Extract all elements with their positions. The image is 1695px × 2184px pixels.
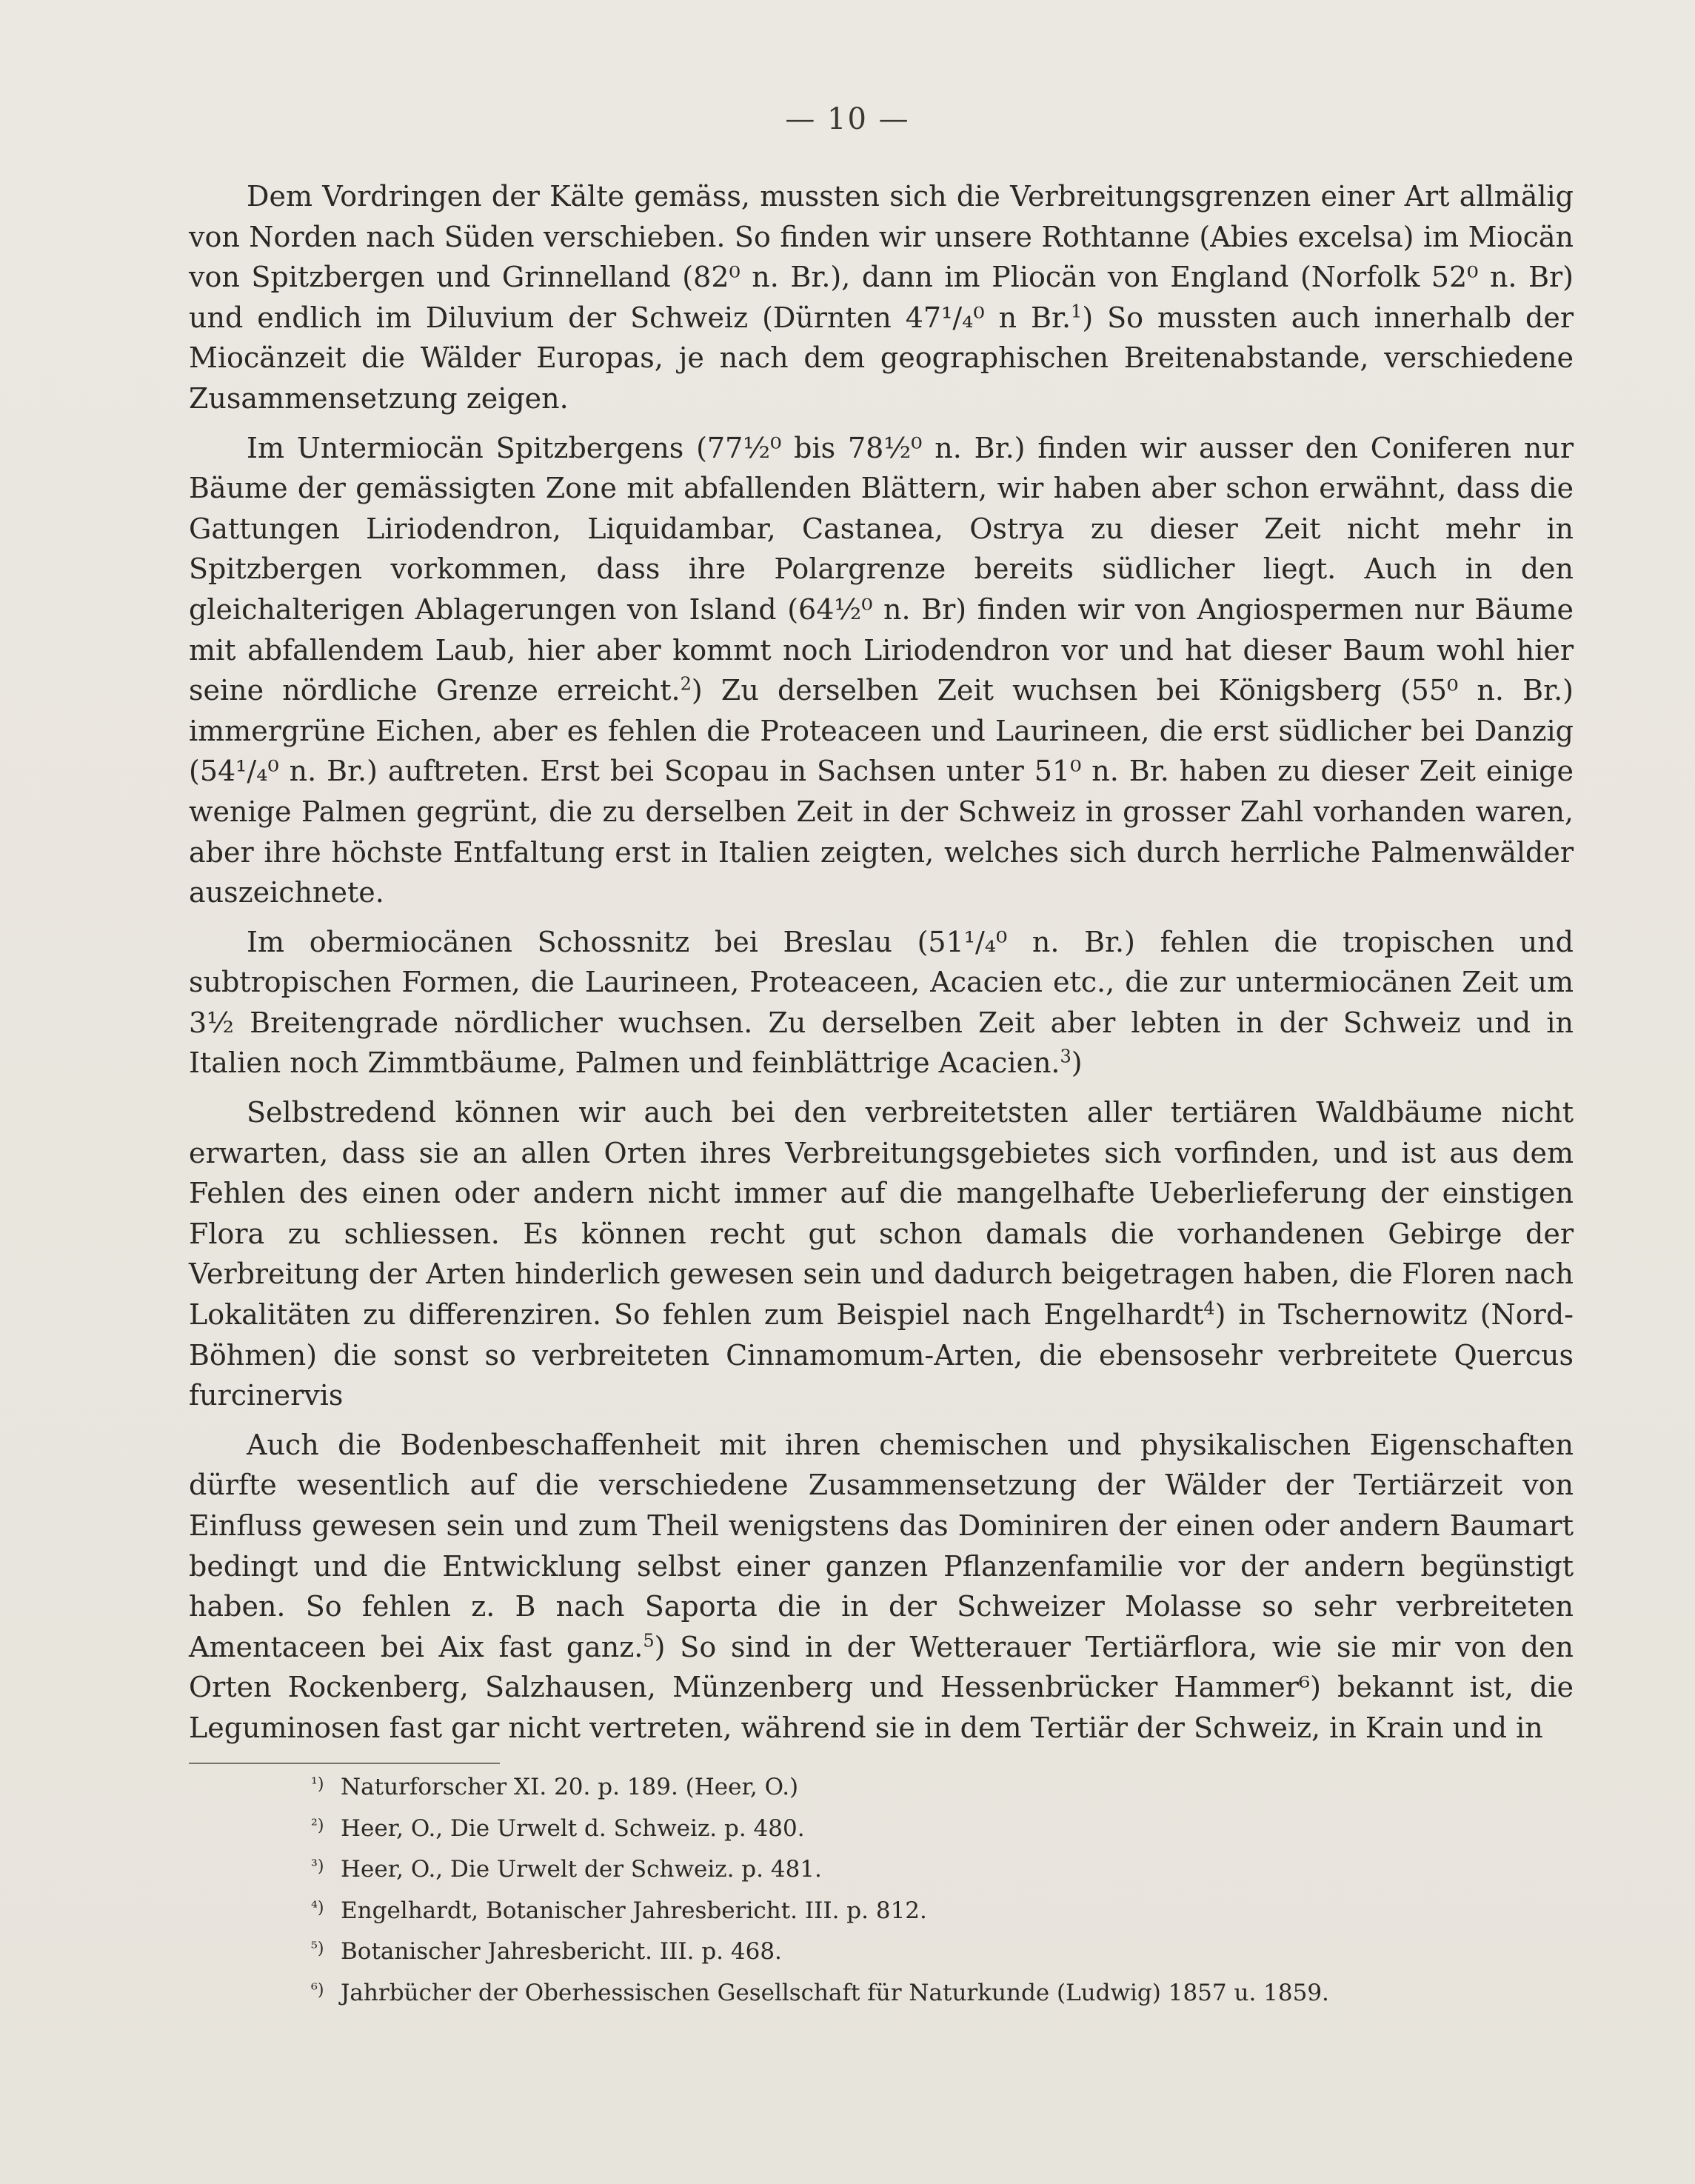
footnote-mark: ³)	[311, 1857, 324, 1876]
footnote-text: Heer, O., Die Urwelt der Schweiz. p. 481.	[341, 1856, 822, 1883]
footnote-text: Heer, O., Die Urwelt d. Schweiz. p. 480.	[341, 1814, 805, 1842]
footnote-mark: ⁶)	[311, 1980, 324, 2000]
footnote-reference: 1	[1071, 301, 1083, 322]
footnote-item	[311, 1766, 1533, 1807]
paragraph-text: Im Untermiocän Spitzbergens (77½⁰ bis 78½⁰ n. Br.) finden wir ausser den Coniferen nur Bäume der gemässigten Zone mit abfallenden Blättern, wir haben aber schon erwähnt, dass die Gattungen Liriodendron, Liquidambar, Castanea, Ostrya zu dieser Zeit nicht mehr in Spitzbergen vorkommen, dass ihre Polargrenze bereits südlicher liegt. Auch in den gleichalterigen Ablagerungen von Island (64½⁰ n. Br) finden wir von Angiospermen nur Bäume mit abfallendem Laub, hier aber kommt noch Liriodendron vor und hat dieser Baum wohl hier seine nördliche Grenze erreicht.	[189, 431, 1574, 707]
footnote-text: Engelhardt, Botanischer Jahresbericht. III. p. 812.	[341, 1897, 927, 1924]
footnote-reference: 5	[643, 1630, 655, 1652]
paragraph-text: Auch die Bodenbeschaffenheit mit ihren chemischen und physikalischen Eigenschaften dürfte wesentlich auf die verschiedene Zusammensetzung der Wälder der Tertiärzeit von Einfluss gewesen sein und zum Theil wenigstens das Dominiren der einen oder andern Baumart bedingt und die Entwicklung selbst einer ganzen Pflanzenfamilie vor der andern begünstigt haben. So fehlen z. B nach Saporta die in der Schweizer Molasse so sehr verbreiteten Amentaceen bei Aix fast ganz.	[189, 1428, 1574, 1663]
paragraph-text: ) So sind in der Wetterauer Tertiärflora, wie sie mir von den Orten Rockenberg, Salzhausen, Münzenberg und Hessenbrücker Hammer⁶) bekannt ist, die Leguminosen fast gar nicht vertreten, während sie in dem Tertiär der Schweiz, in Krain und in	[189, 1630, 1574, 1744]
footnote-text: Naturforscher XI. 20. p. 189. (Heer, O.)	[341, 1774, 799, 1800]
paragraph-text: )	[1071, 1046, 1083, 1080]
paragraph-5	[189, 1425, 1574, 1749]
paragraph-text: ) Zu derselben Zeit wuchsen bei Königsberg (55⁰ n. Br.) immergrüne Eichen, aber es fehlen die Proteaceen und Laurineen, die erst südlicher bei Danzig (54¹/₄⁰ n. Br.) auftreten. Erst bei Scopau in Sachsen unter 51⁰ n. Br. haben zu dieser Zeit einige wenige Palmen gegrünt, die zu derselben Zeit in der Schweiz in grosser Zahl vorhanden waren, aber ihre höchste Entfaltung erst in Italien zeigten, welches sich durch herrliche Palmenwälder auszeichnete.	[189, 674, 1574, 909]
paragraph-2	[189, 428, 1574, 913]
paragraph-1	[189, 176, 1574, 419]
footnote-text: Jahrbücher der Oberhessischen Gesellschaft für Naturkunde (Ludwig) 1857 u. 1859.	[341, 1979, 1329, 2006]
footnotes-list	[311, 1766, 1533, 2012]
page-number: — 10 —	[785, 102, 910, 136]
footnote-divider	[189, 1763, 500, 1764]
paragraph-text: ) in Tschernowitz (Nord-Böhmen) die sonst so verbreiteten Cinnamomum-Arten, die ebensosehr verbreitete Quercus furcinervis	[189, 1298, 1574, 1412]
body-text	[189, 176, 1574, 1757]
paragraph-text: ) So mussten auch innerhalb der Miocänzeit die Wälder Europas, je nach dem geographischen Breitenabstande, verschiedene Zusammensetzung zeigen.	[189, 301, 1574, 415]
footnote-item	[311, 1889, 1533, 1931]
footnote-item	[311, 1807, 1533, 1849]
paragraph-4	[189, 1092, 1574, 1416]
footnote-mark: ¹)	[311, 1775, 324, 1794]
paragraph-text: Im obermiocänen Schossnitz bei Breslau (51¹/₄⁰ n. Br.) fehlen die tropischen und subtropischen Formen, die Laurineen, Proteaceen, Acacien etc., die zur untermiocänen Zeit um 3½ Breitengrade nördlicher wuchsen. Zu derselben Zeit aber lebten in der Schweiz und in Italien noch Zimmtbäume, Palmen und feinblättrige Acacien.	[189, 925, 1574, 1080]
footnote-reference: 3	[1060, 1046, 1072, 1067]
footnote-mark: ⁵)	[311, 1940, 324, 1958]
paragraph-text: Selbstredend können wir auch bei den verbreitetsten aller tertiären Waldbäume nicht erwarten, dass sie an allen Orten ihres Verbreitungsgebietes sich vorfinden, und ist aus dem Fehlen des einen oder andern nicht immer auf die mangelhafte Ueberlieferung der einstigen Flora zu schliessen. Es können recht gut schon damals die vorhandenen Gebirge der Verbreitung der Arten hinderlich gewesen sein und dadurch beigetragen haben, die Floren nach Lokalitäten zu differenziren. So fehlen zum Beispiel nach Engelhardt	[189, 1096, 1574, 1332]
footnote-item	[311, 1930, 1533, 1971]
footnote-item	[311, 1848, 1533, 1889]
paragraph-3	[189, 922, 1574, 1083]
footnote-reference: 4	[1203, 1298, 1215, 1319]
paragraph-text: Dem Vordringen der Kälte gemäss, mussten sich die Verbreitungsgrenzen einer Art allmälig von Norden nach Süden verschieben. So finden wir unsere Rothtanne (Abies excelsa) im Miocän von Spitzbergen und Grinnelland (82⁰ n. Br.), dann im Pliocän von England (Norfolk 52⁰ n. Br) und endlich im Diluvium der Schweiz (Dürnten 47¹/₄⁰ n Br.	[189, 180, 1574, 334]
footnote-item	[311, 1971, 1533, 2013]
footnote-reference: 2	[680, 673, 692, 695]
footnote-mark: ⁴)	[311, 1898, 324, 1917]
footnote-text: Botanischer Jahresbericht. III. p. 468.	[341, 1938, 782, 1965]
footnote-mark: ²)	[311, 1816, 324, 1835]
